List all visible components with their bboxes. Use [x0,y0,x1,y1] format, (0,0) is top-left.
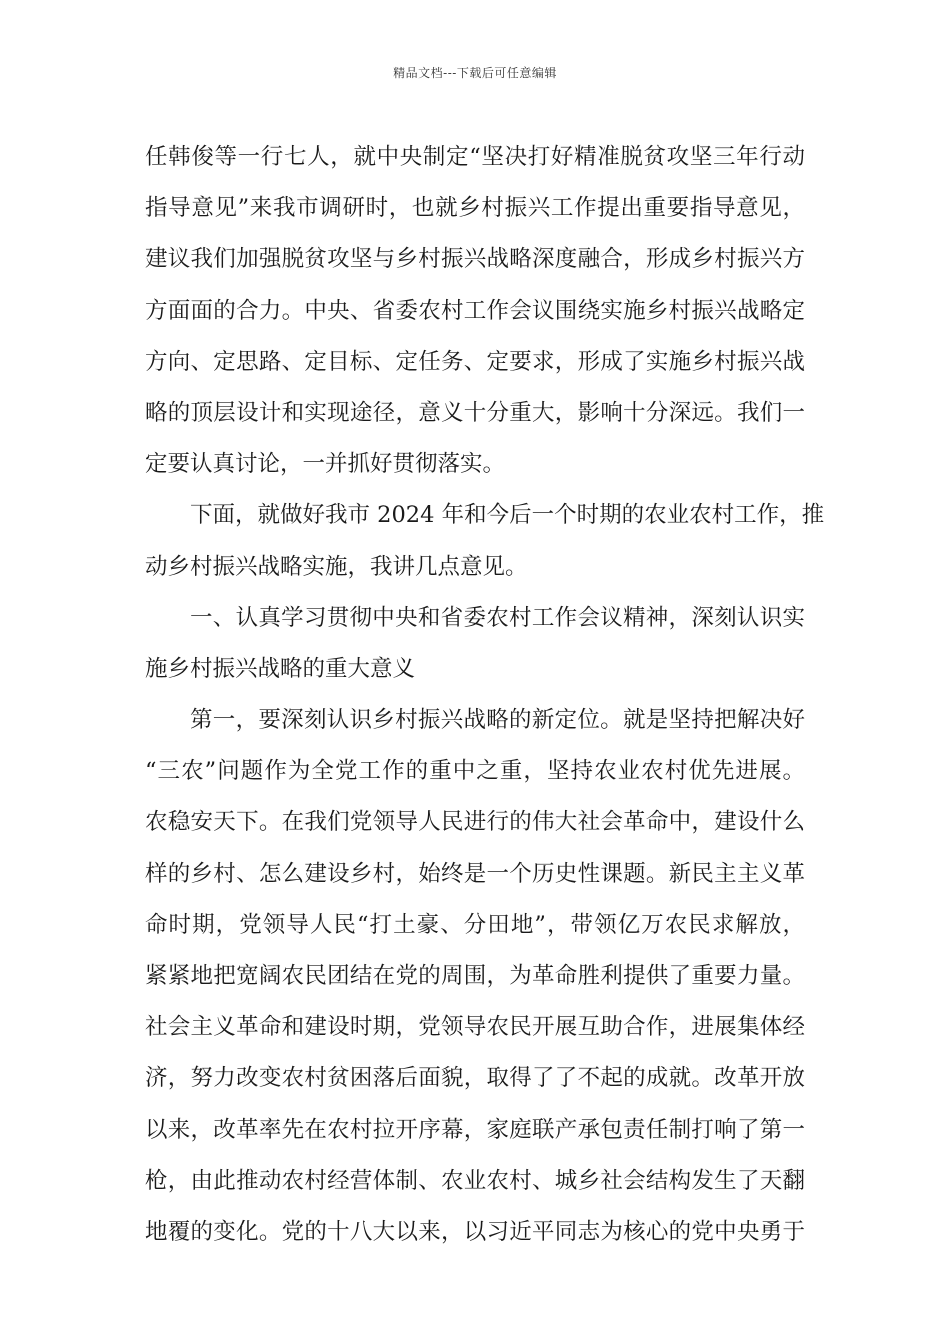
text-line: 紧紧地把宽阔农民团结在党的周围，为革命胜利提供了重要力量。 [145,963,805,989]
text-line: 方面面的合力。中央、省委农村工作会议围绕实施乡村振兴战略定 [145,297,805,324]
text-line: 定要认真讨论，一并抓好贯彻落实。 [145,451,506,478]
text-line: 动乡村振兴战略实施，我讲几点意见。 [145,553,528,580]
text-line: 济，努力改变农村贫困落后面貌，取得了了不起的成就。改革开放 [145,1065,805,1092]
text-line: 指导意见”来我市调研时，也就乡村振兴工作提出重要指导意见， [145,195,805,222]
text-line: 命时期，党领导人民“打土豪、分田地”，带领亿万农民求解放， [145,911,805,938]
text-line: 建议我们加强脱贫攻坚与乡村振兴战略深度融合，形成乡村振兴方 [145,246,805,273]
text-line: 农稳安天下。在我们党领导人民进行的伟大社会革命中，建设什么 [145,809,805,836]
text-line: 第一，要深刻认识乡村振兴战略的新定位。就是坚持把解决好 [190,707,805,734]
document-body [145,132,825,1258]
text-line: 方向、定思路、定目标、定任务、定要求，形成了实施乡村振兴战 [145,348,805,375]
text-line: 任韩俊等一行七人，就中央制定“坚决打好精准脱贫攻坚三年行动 [145,144,805,170]
text-line: 枪，由此推动农村经营体制、农业农村、城乡社会结构发生了天翻 [145,1167,805,1194]
text-line: 样的乡村、怎么建设乡村，始终是一个历史性课题。新民主主义革 [145,860,805,887]
text-line: 一、认真学习贯彻中央和省委农村工作会议精神，深刻认识实 [190,604,805,631]
text-line: 略的顶层设计和实现途径，意义十分重大，影响十分深远。我们一 [145,399,805,426]
text-line: “三农”问题作为全党工作的重中之重，坚持农业农村优先进展。 [145,758,805,785]
text-line: 下面，就做好我市 2024 年和今后一个时期的农业农村工作，推 [190,502,825,529]
text-line: 施乡村振兴战略的重大意义 [145,655,416,682]
page-header: 精品文档---下载后可任意编辑 [393,66,557,80]
text-line: 以来，改革率先在农村拉开序幕，家庭联产承包责任制打响了第一 [145,1116,805,1143]
text-line: 地覆的变化。党的十八大以来，以习近平同志为核心的党中央勇于 [145,1218,805,1245]
text-line: 社会主义革命和建设时期，党领导农民开展互助合作，进展集体经 [145,1014,805,1041]
